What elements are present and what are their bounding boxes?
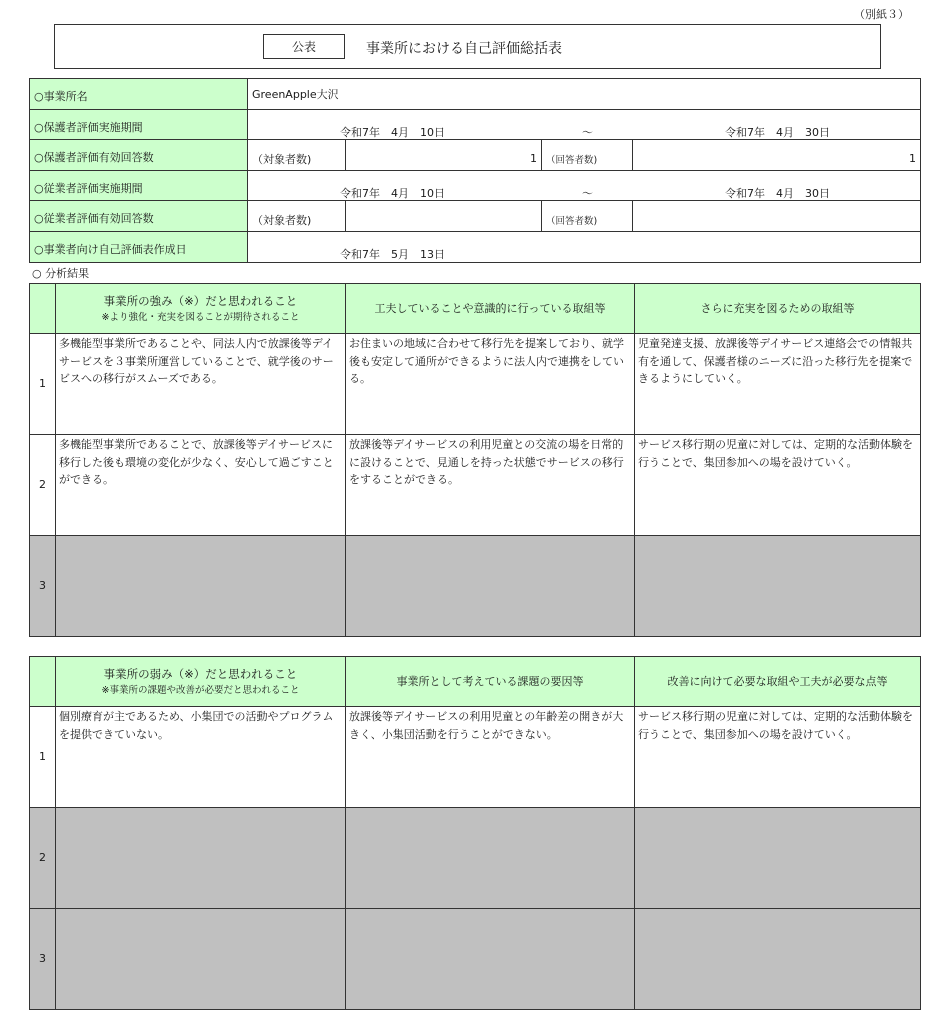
effort-cell: お住まいの地域に合わせて移行先を提案しており、就学後も安定して通所ができるように法人内で連携をしている。 [346, 334, 635, 435]
parent-answer-value: 1 [633, 140, 921, 171]
name-value: GreenApple大沢 [248, 79, 921, 110]
enhancement-cell: サービス移行期の児童に対しては、定期的な活動体験を行うことで、集団参加への場を設けていく。 [635, 435, 921, 536]
strength-cell [56, 536, 346, 637]
staff-answer-value [633, 201, 921, 232]
page-title: 事業所における自己評価総括表 [366, 41, 562, 57]
staff-period-to: 令和7年 4月 30日 [725, 186, 830, 200]
table-row [30, 909, 921, 1010]
weaknesses-col3-header: 改善に向けて必要な取組や工夫が必要な点等 [635, 657, 921, 707]
weaknesses-col1-header [56, 657, 346, 707]
effort-cell: 放課後等デイサービスの利用児童との交流の場を日常的に設けることで、見通しを持った状態でサービスの移行をすることができる。 [346, 435, 635, 536]
weaknesses-col1-main: 事業所の弱み（※）だと思われること [103, 666, 298, 681]
created-cell [248, 231, 921, 262]
table-row [30, 707, 921, 808]
staff-period-from: 令和7年 4月 10日 [340, 186, 445, 200]
public-label: 公表 [263, 34, 345, 59]
row-number: 1 [30, 334, 56, 435]
weaknesses-header-row [30, 657, 921, 707]
parent-period-label: ○保護者評価実施期間 [30, 109, 248, 140]
weakness-cell [56, 909, 346, 1010]
staff-period-tilde: ～ [582, 186, 593, 200]
staff-target-label: （対象者数) [248, 201, 346, 232]
strengths-header-row [30, 284, 921, 334]
staff-target-value [346, 201, 542, 232]
weakness-cell: 個別療育が主であるため、小集団での活動やプログラムを提供できていない。 [56, 707, 346, 808]
name-label: ○事業所名 [30, 79, 248, 110]
parent-resp-label: ○保護者評価有効回答数 [30, 140, 248, 171]
row-number: 3 [30, 536, 56, 637]
header-corner [30, 284, 56, 334]
row-number: 2 [30, 435, 56, 536]
improvement-cell [635, 909, 921, 1010]
info-row-staff-period [30, 170, 921, 201]
created-label: ○事業者向け自己評価表作成日 [30, 231, 248, 262]
weaknesses-table [29, 656, 921, 1010]
parent-period-cell [248, 109, 921, 140]
created-value: 令和7年 5月 13日 [340, 247, 445, 261]
effort-cell [346, 536, 635, 637]
enhancement-cell: 児童発達支援、放課後等デイサービス連絡会での情報共有を通して、保護者様のニーズに沿った移行先を提案できるようにしていく。 [635, 334, 921, 435]
header-corner [30, 657, 56, 707]
parent-target-value: 1 [346, 140, 542, 171]
enhancement-cell [635, 536, 921, 637]
row-number: 1 [30, 707, 56, 808]
weakness-cell [56, 808, 346, 909]
weaknesses-col1-sub: ※事業所の課題や改善が必要だと思われること [101, 685, 300, 697]
staff-answer-label: （回答者数) [542, 201, 633, 232]
parent-period-to: 令和7年 4月 30日 [725, 125, 830, 139]
strengths-col1-main: 事業所の強み（※）だと思われること [103, 293, 298, 308]
info-row-staff-responses [30, 201, 921, 232]
table-row [30, 808, 921, 909]
attachment-note: （別紙３） [854, 8, 909, 21]
staff-period-label: ○従業者評価実施期間 [30, 170, 248, 201]
row-number: 3 [30, 909, 56, 1010]
cause-cell [346, 808, 635, 909]
strengths-col1-header [56, 284, 346, 334]
strength-cell: 多機能型事業所であることや、同法人内で放課後等デイサービスを３事業所運営していることで、就学後のサービスへの移行がスムーズである。 [56, 334, 346, 435]
parent-period-from: 令和7年 4月 10日 [340, 125, 445, 139]
info-table [29, 78, 921, 263]
strengths-col2-header: 工夫していることや意識的に行っている取組等 [346, 284, 635, 334]
table-row [30, 334, 921, 435]
strengths-col1-sub: ※より強化・充実を図ることが期待されること [101, 312, 300, 324]
staff-resp-label: ○従業者評価有効回答数 [30, 201, 248, 232]
cause-cell [346, 909, 635, 1010]
table-row [30, 435, 921, 536]
parent-answer-label: （回答者数) [542, 140, 633, 171]
info-row-name [30, 79, 921, 110]
strengths-table [29, 283, 921, 637]
parent-period-tilde: ～ [582, 125, 593, 139]
table-row [30, 536, 921, 637]
info-row-parent-responses [30, 140, 921, 171]
improvement-cell: サービス移行期の児童に対しては、定期的な活動体験を行うことで、集団参加への場を設けていく。 [635, 707, 921, 808]
weaknesses-col2-header: 事業所として考えている課題の要因等 [346, 657, 635, 707]
strengths-col3-header: さらに充実を図るための取組等 [635, 284, 921, 334]
cause-cell: 放課後等デイサービスの利用児童との年齢差の開きが大きく、小集団活動を行うことができない。 [346, 707, 635, 808]
parent-target-label: （対象者数) [248, 140, 346, 171]
strength-cell: 多機能型事業所であることで、放課後等デイサービスに移行した後も環境の変化が少なく、安心して過ごすことができる。 [56, 435, 346, 536]
info-row-parent-period [30, 109, 921, 140]
row-number: 2 [30, 808, 56, 909]
analysis-label: ○ 分析結果 [32, 267, 90, 280]
info-row-created [30, 231, 921, 262]
improvement-cell [635, 808, 921, 909]
staff-period-cell [248, 170, 921, 201]
